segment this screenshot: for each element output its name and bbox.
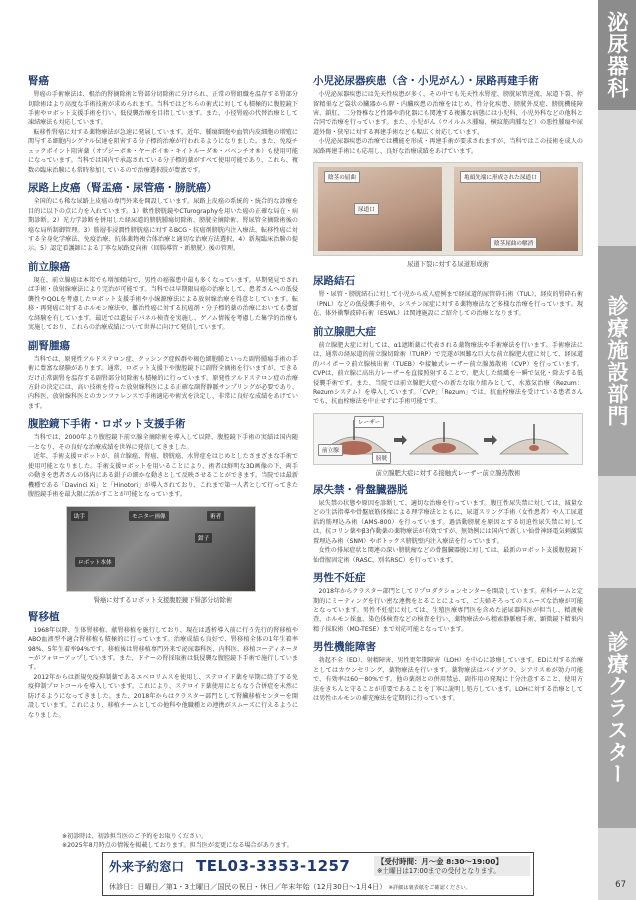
figure-caption: 尿道下裂に対する尿道形成術 <box>407 261 489 269</box>
section-text: 小児泌尿器疾患には先天性疾患が多く、その中でも先天性水腎症、膀胱尿管逆流、尿道下裂、停留精巣など袋状の臓器から膵・内臓疾患の治療をはじめ、性分化疾患、膀胱外反症、膀胱機能障害、鎖肛、二分脊椎など性器や消化器にも関連する複雑な病態には小児科、小児外科などの他科と合同で治療を行っています。また、小児がん（ウイルムス腫瘍、横紋筋肉腫など）の悪性腫瘍や尿道外傷・狭窄に対する再建手術なども幅広く対応しています。 <box>313 91 583 136</box>
section-title: 尿路上皮癌（腎盂癌・尿管癌・膀胱癌） <box>28 182 217 195</box>
reservation-box <box>102 852 534 896</box>
section-text: 尿失禁の状態や原因を診断して、適切な治療を行っています。腹圧性尿失禁に対しては、減量などの生活指導や骨盤底筋体操による理学療法とともに、尿道スリング手術（女性患者）や人工尿道括約筋埋込み術（AMS-800）を行っています。過活動膀胱を原因とする切迫性尿失禁に対しては、抗コリン薬やβ3作動薬の薬物療法が有効ですが、無効例には国内で新しい仙骨神経電気刺激装置埋込み術（SNM）やボトックス膀胱壁内注入療法を行っています。 <box>313 499 583 545</box>
section-text: 全国的にも稀な尿路上皮癌の専門外来を開設しています。尿路上皮癌の系統的・統合的な診療を目的に以下の点に力を入れています。1）軟性膀胱鏡やCTurographyを用いた癌の正確な局在・病期診断。2）光力学診断を併用した経尿道的膀胱腫瘍切除術、膀胱全摘除術、腎尿管全摘除術後の癌な局所制御管理。3）筋層非浸潤性膀胱癌に対するBCG・抗癌剤膀胱内注入療法、転移性癌に対する全身化学療法、免疫治療、抗体薬物複合体治療と適切な治療方法選択、4）新規臨床治験の提示。5）認定看護師による丁寧な尿路変向術（回腸導管・新膀胱）後の管理。 <box>28 198 298 253</box>
closed-days-note: ※詳細は裏表紙をご確認ください。 <box>388 885 471 891</box>
diagram-label: 膀胱 <box>372 452 391 464</box>
section-text: 小児泌尿器疾患の治療では機能を形成・再建手術が要求されますが、当科ではこの技術を成人の尿路再建手術にも応用し、良好な治療成績をあげています。 <box>313 138 583 155</box>
photo-label: モニター画像 <box>129 511 169 521</box>
hours-saturday: ※土曜日は17:00までの受付となります。 <box>377 866 500 875</box>
photo-label: 鉗子 <box>195 533 212 543</box>
photo-label: 術者 <box>207 511 224 521</box>
side-label-urology: 泌尿器科 <box>598 0 636 110</box>
photo-label: 陰茎の屈曲 <box>324 171 360 183</box>
figure-caption: 前立腺肥大症に対する接触式レーザー前立腺蒸散術 <box>375 469 521 477</box>
section-title: 副腎腫瘍 <box>28 339 70 352</box>
page-number: 67 <box>615 880 626 890</box>
section-title: 小児泌尿器疾患（含・小児がん）・尿路再建手術 <box>313 75 539 87</box>
side-label-facility: 診療施設部門 <box>598 246 636 476</box>
side-index-bar <box>598 0 636 900</box>
diagram-label: 前立腺 <box>318 444 343 456</box>
reservation-row <box>109 856 350 876</box>
hours-main: 【受付時間：月〜金 8:30〜19:00】 <box>377 857 503 866</box>
section-text: 転移性腎癌に対する薬物療法が急速に発展しています。近年、腫瘍細胞や血管内皮細胞の増殖に関与する細胞内シグナル伝達を阻害する分子標的治療が行われるようになりました。また、免疫チェックポイント阻害薬（オプジーボ®・ヤーボイ®・キイトルーダ®・バベンチオ®）も使用可能になっています。当科では国内で承認されている分子標的薬がすべて使用可能であり、これら、複数の臨床治験にも常時参加しているので治療選択肢が豊富です。 <box>28 128 298 174</box>
left-column <box>28 68 298 720</box>
photo-label: 助手 <box>71 511 88 521</box>
section-text: 女性の排尿症状と関連の深い膀胱瘤などの骨盤臓器脱に対しては、最新のロボット支援腹腔鏡下仙骨膣固定術（RASC、別名RSC）を行っています。 <box>313 547 583 564</box>
phone-number[interactable]: TEL03-3353-1257 <box>196 857 351 875</box>
laser-diagram <box>313 413 583 465</box>
section-text: 勃起不全（ED）、射精障害、男性更年期障害（LOH）を中心に診療しています。EDに対する治療としてはカウンセリング、薬物療法を行います。薬物療法はバイアグラ、シアリス®が効力可能で、有効率は60〜80%です。他の薬剤との併用禁忌、副作用の発現に十分注意すること、使用方法をきちんと守ることが重要であることを丁寧に説明し処方しています。LOHに対する治療としては男性ホルモンの補充療法を定期的に行っています。 <box>313 657 583 703</box>
right-column <box>313 68 583 704</box>
footnote: ※2025年8月時点の情報を掲載しております。担当医が変更になる場合があります。 <box>62 842 293 850</box>
section-title: 男性機能障害 <box>313 641 376 654</box>
robot-surgery-photo <box>66 506 256 592</box>
photo-label: 尿道口 <box>354 203 379 215</box>
section-text: 前立腺肥大症に対しては、α1遮断薬に代表される薬物療法や手術療法を行います。手術療法には、通常の経尿道的前立腺切除術（TURP）で完遂が困難な巨大な前立腺肥大症に対して、経尿道的バイポーラ前立腺核出術（TUEB）や接触式レーザー前立腺蒸散術（CVP）を行っています。CVPは、前立腺に高出力レーザーを直接照射することで、肥大した組織を一瞬で気化・除去する低侵襲手術です。また、当院では前立腺肥大症への新たな取り組みとして、水蒸気治療（Rezum：Rezumシステム）を導入しています。「CVP」「Rezum」では、抗血栓療法を受けている患者さんでも、抗血栓療法を中止せずに手術可能です。 <box>313 341 583 406</box>
section-title: 腎移植 <box>28 610 60 623</box>
figure-caption: 腎癌に対するロボット支援腹腔鏡下腎部分切除術 <box>93 596 233 604</box>
section-text: 現在、前立腺癌は本邦でも増加傾向で、男性の癌罹患中最も多くなっています。早期発見でされば手術・放射線療法により完治が可能です。当科では早期限局癌の治療として、患者さんへの低侵襲性やQOLを考慮したロボット支援手術や小線源療法による放射線治療を得意としています。転移・再発癌に対するホルモン療法や、難治性癌に対する抗癌剤・分子標的薬の治療においても豊富な経験を有しています。最近では遺伝子パネル検査を実施し、ゲノム情報を考慮した集学的治療も実施しており、これらの治療成績について世界に向けて発信しています。 <box>28 276 298 332</box>
section-title: 尿失禁・骨盤臓器脱 <box>313 483 408 496</box>
side-label-cluster: 診療クラスター <box>598 588 636 828</box>
closed-days-text: 休診日：日曜日／第1・3土曜日／国民の祝日・休日／年末年始（12月30日〜1月4日） <box>109 882 387 891</box>
reception-hours <box>374 856 530 876</box>
section-text: 近年、手術支援ロボットが、前立腺癌、腎癌、膀胱癌、水腎症をはじめとしたさまざまな手術で使用可能となりました。手術支援ロボットを用いることにより、術者は鮮明な3D画像の下、両手の動きを患者さんの体内にある鉗子の細かな動きとして反映させることができます。当院では最新機種である「Davinci Xi」と「Hinotori」が導入されており、これまで第一人者として行ってきた腹腔鏡手術を最大限に活かすことが可能となっています。 <box>28 453 298 499</box>
section-title: 尿路結石 <box>313 275 355 288</box>
section-title: 前立腺肥大症 <box>313 325 376 338</box>
reservation-label: 外来予約窓口 <box>109 859 185 874</box>
section-text: 腎・尿管・膀胱結石に対して小児から成人症例まで経尿道的尿管砕石術（TUL）、経皮的腎砕石術（PNL）などの低侵襲手術や、シスチン尿症に対する薬物療法など多様な治療を行っています。現在、体外衝撃波砕石術（ESWL）は関連施設にご紹介しての治療となります。 <box>313 291 583 318</box>
hypospadias-photos <box>313 162 583 256</box>
footnotes <box>62 832 532 850</box>
section-text: 1968年以降、生体腎移植、献腎移植を施行しており、現在は透析導入前に行う先行的腎移植やABO血液型不適合腎移植も積極的に行っています。治療成績も良好で、腎移植全体の1年生着率98%、5年生着率94%です。移植後は腎移植専門外来で泌尿器科医、内科医、移植コーディネーターがフォローアップしています。また、ドナーの腎採取術は低侵襲な腹腔鏡下手術で施行しています。 <box>28 626 298 672</box>
diagram-label: レーザー <box>354 416 384 428</box>
section-title: 前立腺癌 <box>28 260 70 273</box>
photo-label: ロボット本体 <box>75 557 115 567</box>
section-text: 当科では、2000年より腹腔鏡下前立腺全摘除術を導入して以降、腹腔鏡下手術の実績は国内随一となり、その良好な治療成績を世界に発信してきました。 <box>28 434 298 451</box>
photo-label: 陰茎屈曲の解消 <box>490 237 537 249</box>
section-title: 男性不妊症 <box>313 572 366 584</box>
section-title: 腎癌 <box>28 75 49 87</box>
section-text: 当科では、原発性アルドステロン症、クッシング症候群や褐色細胞腫といった副腎腫瘍手術の手術に豊富な経験があります。通常、ロボット支援下や腹腔鏡下に副腎全摘術を行いますが、できるだけ正常副腎を温存する副腎部分切除術も積極的に行っています。原発性アルドステロン症の治療方針の決定には、高い技術を持った放射線科医による正確な副腎静脈サンプリングが必要であり、内科医、放射線科医とのカンファレンスで手術適応や術式を決定し、非常に良好な成績をあげています。 <box>28 355 298 410</box>
footnote: ※初診時は、初診担当医のご予約をお取りください。 <box>62 833 208 840</box>
section-title: 腹腔鏡下手術・ロボット支援手術 <box>28 418 186 431</box>
section-text: 2012年からは新規免疫抑制薬であるエベロリムスを使用し、ステロイド薬を早期に終了する免疫抑制プロトコールを導入しています。これにより、ステロイド薬使用にともなう合併症を未然に防げるようになってきました。また、2018年からはクラスター部門として腎臓移植センターを開設しています。これにより、移植チームとしての他科や他職種との連携がスムーズに行えるようになりました。 <box>28 673 298 719</box>
section-text: 腎癌の手術療法は、根治的腎摘除術と腎部分切除術に分けられ、正常の腎組織を温存する腎部分切除術はより高度な手術技術が求められます。当科ではどちらの術式に対しても積極的に腹腔鏡下手術やロボット支援手術を行い、低侵襲治療を目指しています。また、小径腎癌の代替治療として凍結療法も対応しています。 <box>28 91 298 127</box>
section-text: 2018年からクラスター部門としてリプロダクションセンターを開設しています。産科チームと定期的にミーティングを行い密な連携をとることによって、ご夫婦そろってのスムーズな治療が可能となっています。男性不妊症に対しては、生殖医療専門医を含めた泌尿器科医が担当し、精液検査、ホルモン採血、染色体検査などの検査を行い、薬物療法から精索静脈瘤手術、顕微鏡下精巣内精子採取術（MD-TESE）まで対応可能となっています。 <box>313 588 583 633</box>
closed-days <box>109 882 471 892</box>
photo-label: 亀頭先端に形成された尿道口 <box>460 171 541 183</box>
